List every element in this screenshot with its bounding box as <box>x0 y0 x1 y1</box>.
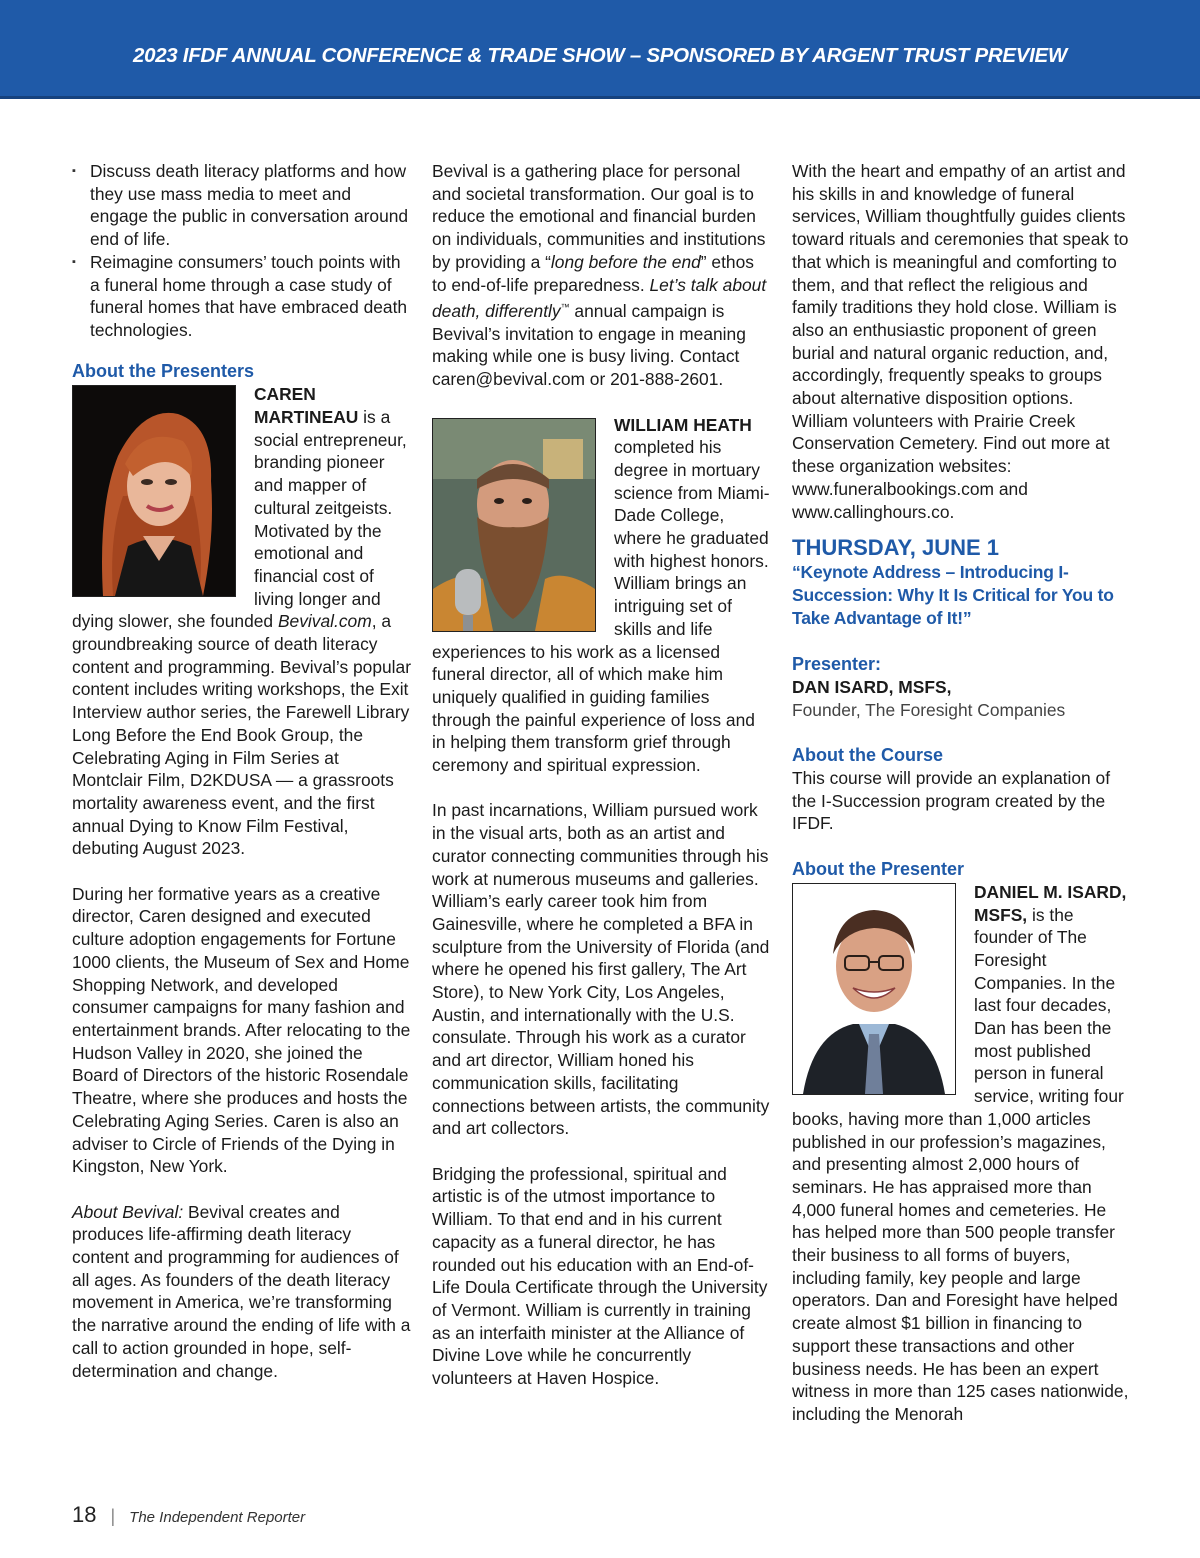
caren-bio-2: During her formative years as a creative director, Caren designed and executed culture adoption engagements for Fortune 1000 clients, the Museum of Sex and Home Shopping Network, and developed consumer campaigns for many fashion and entertainment brands. After relocating to the Hudson Valley in 2020, she joined the Board of Directors of the historic Rosendale Theatre, where she produces and hosts the Celebrating Aging Series. Caren is also an adviser to Circle of Friends of the Dying in Kingston, New York. <box>72 883 411 1177</box>
caren-martineau-photo <box>72 385 236 597</box>
bevival-site: Bevival.com <box>277 611 372 632</box>
about-bevival-label: About Bevival: <box>72 1201 184 1222</box>
presenter-name: DAN ISARD, MSFS, <box>792 676 952 697</box>
william-heath-photo <box>432 418 596 632</box>
page-footer <box>72 1500 305 1533</box>
column-3 <box>792 160 1132 1426</box>
dan-name: DANIEL M. ISARD, MSFS, <box>974 881 1127 925</box>
william-bio-3: Bridging the professional, spiritual and artistic is of the utmost importance to William. To that end and in his current capacity as a funeral director, he has rounded out his education with an End-of-Life Doula Certificate through the University of Vermont. William is currently in training as an interfaith minister at the Alliance of Divine Love while he concurrently volunteers at Haven Hospice. <box>432 1163 768 1389</box>
portrait-image <box>793 884 955 1094</box>
presenter-role: Founder, The Foresight Companies <box>792 699 1066 720</box>
bevival-description: Bevival is a gathering place for personal and societal transformation. Our goal is to reduce the emotional and financial burden on individuals, communities and institutions by providing a “long before the end” ethos to end-of-life preparedness. Let’s talk about death, differently™ annual campaign is Bevival’s invitation to engage in meaning making while one is busy living. Contact caren@bevival.com or 201-888-2601. <box>432 161 767 390</box>
presenters-heading: About the Presenters <box>72 361 255 382</box>
dan-isard-photo <box>792 883 956 1095</box>
publication-name: The Independent Reporter <box>129 1509 306 1526</box>
portrait-image <box>73 386 235 596</box>
presenter-heading: About the Presenter <box>792 858 965 879</box>
day-heading: THURSDAY, JUNE 1 <box>792 535 1000 561</box>
banner-title: 2023 IFDF ANNUAL CONFERENCE & TRADE SHOW – SPONSORED BY ARGENT TRUST PREVIEW <box>133 44 1067 67</box>
presenter-label: Presenter: <box>792 653 882 674</box>
header-banner <box>0 0 1200 96</box>
page-number: 18 <box>72 1502 97 1527</box>
footer-separator: | <box>110 1506 116 1526</box>
portrait-image <box>433 419 595 631</box>
william-bio-2: In past incarnations, William pursued work in the visual arts, both as an artist and curator connecting communities through his work at numerous museums and galleries. William’s early career took him from Gainesville, where he completed a BFA in sculpture from the University of Florida (and where he opened his first gallery, The Art Store), to New York City, Los Angeles, Austin, and internationally with the U.S. consulate. Through his work as a curator and art director, William honed his communication skills, facilitating connections between artists, the community and art collectors. <box>432 800 770 1139</box>
list-item: ▪ Discuss death literacy platforms and how they use mass media to meet and engage the public in conversation around end of life. <box>72 160 412 251</box>
william-bio-4: With the heart and empathy of an artist and his skills in and knowledge of funeral services, William thoughtfully guides clients toward rituals and ceremonies that speak to that which is meaningful and comforting to them, and that reflect the religious and family traditions they hold close. William is also an enthusiastic proponent of green burial and natural organic reduction, and, accordingly, frequently speaks to groups about alternative disposition options. William volunteers with Prairie Creek Conservation Cemetery. Find out more at these organization websites: www.funeralbookings.com and www.callinghours.co. <box>792 161 1129 522</box>
column-2 <box>432 160 772 1390</box>
list-item: ▪ Reimagine consumers’ touch points with a funeral home through a case study of funeral homes that have embraced death technologies. <box>72 251 412 342</box>
session-title: “Keynote Address – Introducing I-Succession: Why It Is Critical for You to Take Advantage of It!” <box>792 562 1114 629</box>
william-bio: WILLIAM HEATH completed his degree in mortuary science from Miami-Dade College, where he graduated with highest honors. William brings an intriguing set of skills and life experiences to his work as a licensed funeral director, all of which make him uniquely qualified in guiding families through the painful experience of loss and in helping them transform grief through ceremony and spiritual expression. <box>432 414 770 776</box>
william-name: WILLIAM HEATH <box>614 414 752 435</box>
dan-bio: DANIEL M. ISARD, MSFS, is the founder of The Foresight Companies. In the last four decades, Dan has been the most published person in funeral service, writing four books, having more than 1,000 articles published in our profession’s magazines, and presenting almost 2,000 hours of seminars. He has appraised more than 4,000 funeral homes and cemeteries. He has helped more than 500 people transfer their business to all forms of buyers, including family, key people and large operators. Dan and Foresight have helped create almost $1 billion in financing to support these transactions and other business needs. He has been an expert witness in more than 125 cases nationwide, including the Menorah <box>792 881 1129 1424</box>
about-bevival: About Bevival: Bevival creates and produces life-affirming death literacy content and programming for audiences of all ages. As founders of the death literacy movement in America, we’re transforming the narrative around the ending of life with a call to action grounded in hope, self-determination and change. <box>72 1201 411 1381</box>
caren-name: CAREN MARTINEAU <box>254 384 359 428</box>
objective-list <box>72 160 412 342</box>
banner-rule <box>0 96 1200 99</box>
caren-bio: CAREN MARTINEAU is a social entrepreneur, branding pioneer and mapper of cultural zeitgeists. Motivated by the emotional and financial cost of living longer and dying slower, she founded Bevival.com, a groundbreaking source of death literacy content and programming. Bevival’s popular content includes writing workshops, the Exit Interview author series, the Farewell Library Long Before the End Book Group, the Celebrating Aging in Film Series at Montclair Film, D2KDUSA — a grassroots mortality awareness event, and the first annual Dying to Know Film Festival, debuting August 2023. <box>72 384 411 859</box>
column-1 <box>72 160 412 1382</box>
course-heading: About the Course <box>792 745 943 766</box>
course-description: This course will provide an explanation of the I-Succession program created by the IFDF. <box>792 768 1111 834</box>
